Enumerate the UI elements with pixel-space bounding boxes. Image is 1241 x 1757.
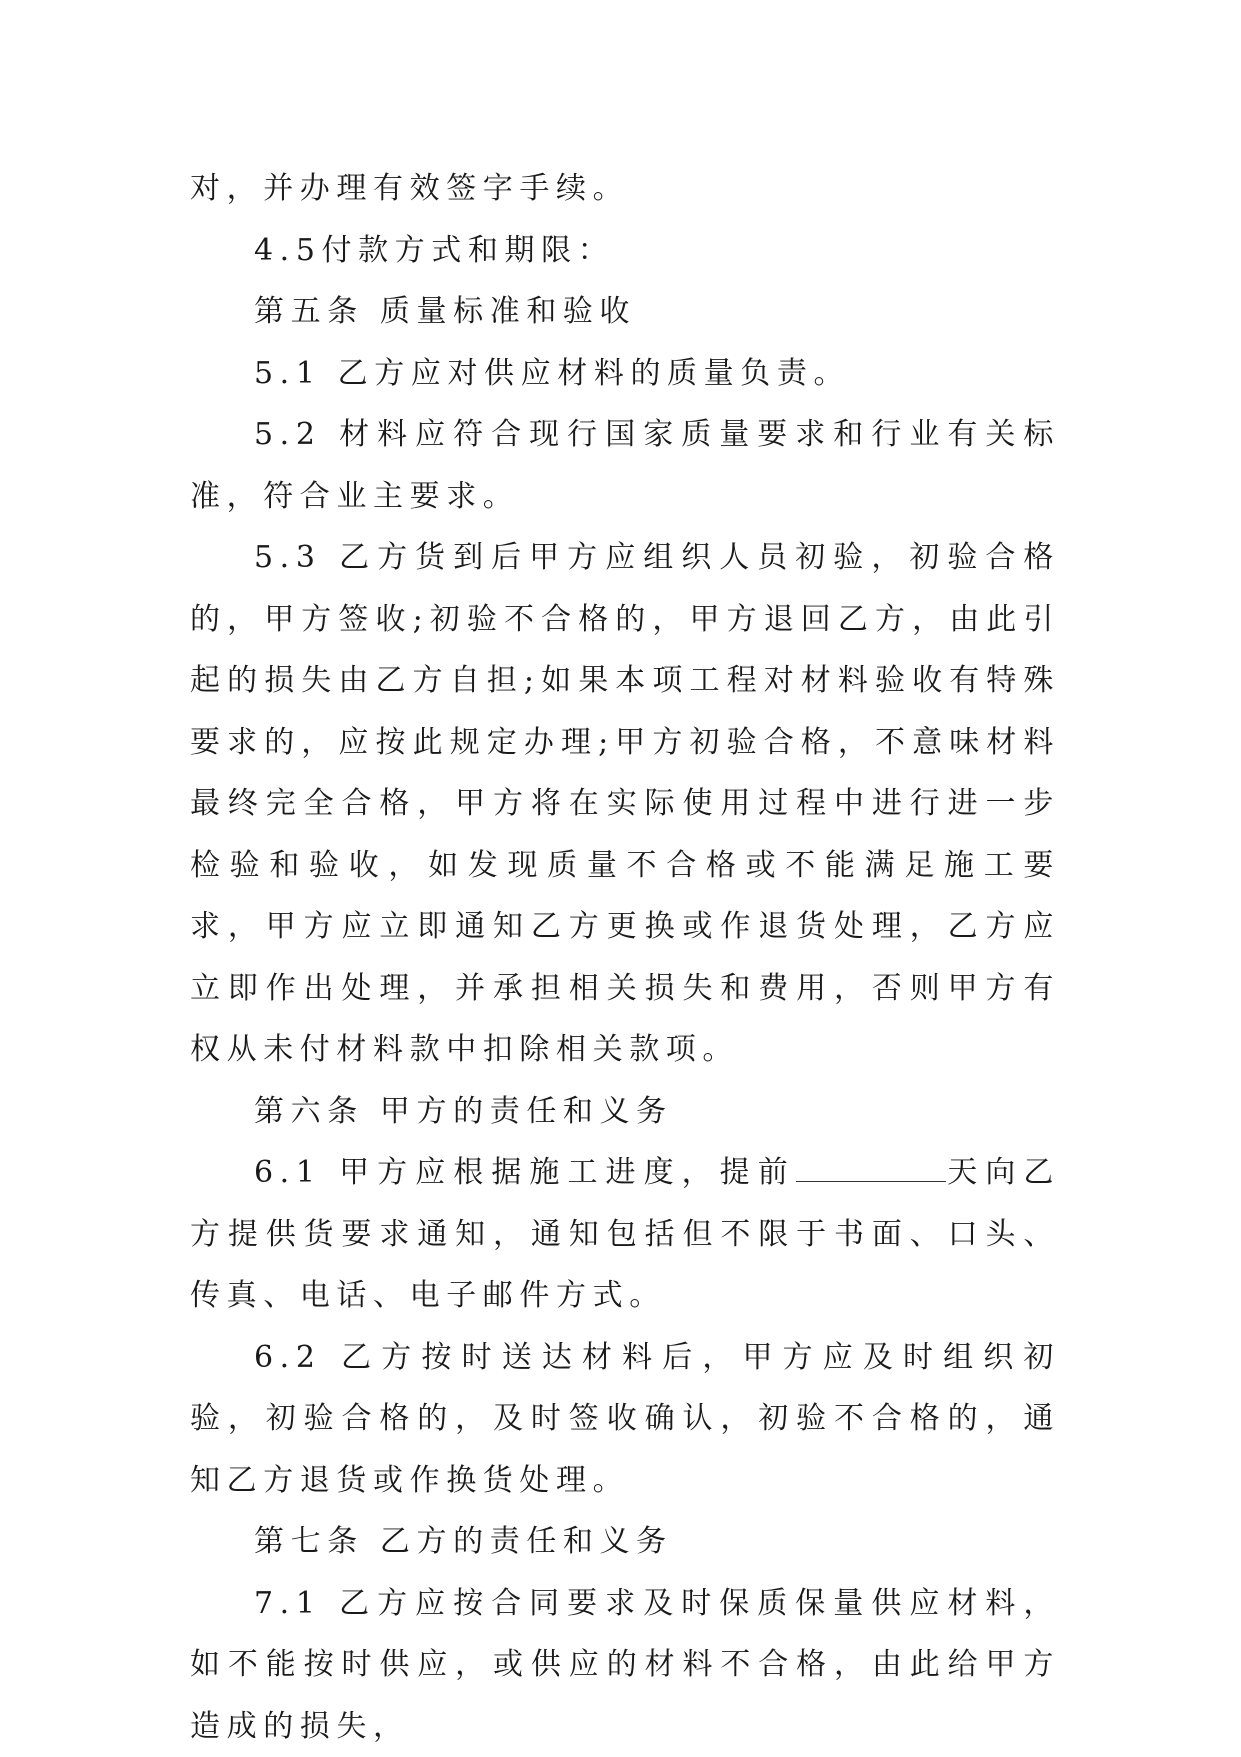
paragraph-continuation: 对，并办理有效签字手续。 <box>190 158 1060 220</box>
article-6-heading: 第六条 甲方的责任和义务 <box>190 1081 1060 1143</box>
clause-6-1 <box>190 1142 1060 1327</box>
clause-4-5: 4.5付款方式和期限： <box>190 220 1060 282</box>
article-5-heading: 第五条 质量标准和验收 <box>190 281 1060 343</box>
clause-7-1: 7.1 乙方应按合同要求及时保质保量供应材料，如不能按时供应，或供应的材料不合格，由此给甲方造成的损失， <box>190 1573 1060 1757</box>
clause-5-1: 5.1 乙方应对供应材料的质量负责。 <box>190 343 1060 405</box>
clause-6-2: 6.2 乙方按时送达材料后，甲方应及时组织初验，初验合格的，及时签收确认，初验不合格的，通知乙方退货或作换货处理。 <box>190 1327 1060 1512</box>
fill-in-blank-days <box>796 1155 946 1182</box>
article-7-heading: 第七条 乙方的责任和义务 <box>190 1511 1060 1573</box>
clause-6-1-text-before: 6.1 甲方应根据施工进度，提前 <box>254 1155 796 1190</box>
clause-5-2: 5.2 材料应符合现行国家质量要求和行业有关标准，符合业主要求。 <box>190 404 1060 527</box>
clause-5-3: 5.3 乙方货到后甲方应组织人员初验，初验合格的，甲方签收;初验不合格的，甲方退回乙方，由此引起的损失由乙方自担;如果本项工程对材料验收有特殊要求的，应按此规定办理;甲方初验合格，不意味材料最终完全合格，甲方将在实际使用过程中进行进一步检验和验收，如发现质量不合格或不能满足施工要求，甲方应立即通知乙方更换或作退货处理，乙方应立即作出处理，并承担相关损失和费用，否则甲方有权从未付材料款中扣除相关款项。 <box>190 527 1060 1081</box>
clause-6-1-text-after: 天向乙方提供货要求通知，通知包括但不限于书面、口头、传真、电话、电子邮件方式。 <box>190 1155 1060 1313</box>
document-page <box>190 158 1060 1757</box>
